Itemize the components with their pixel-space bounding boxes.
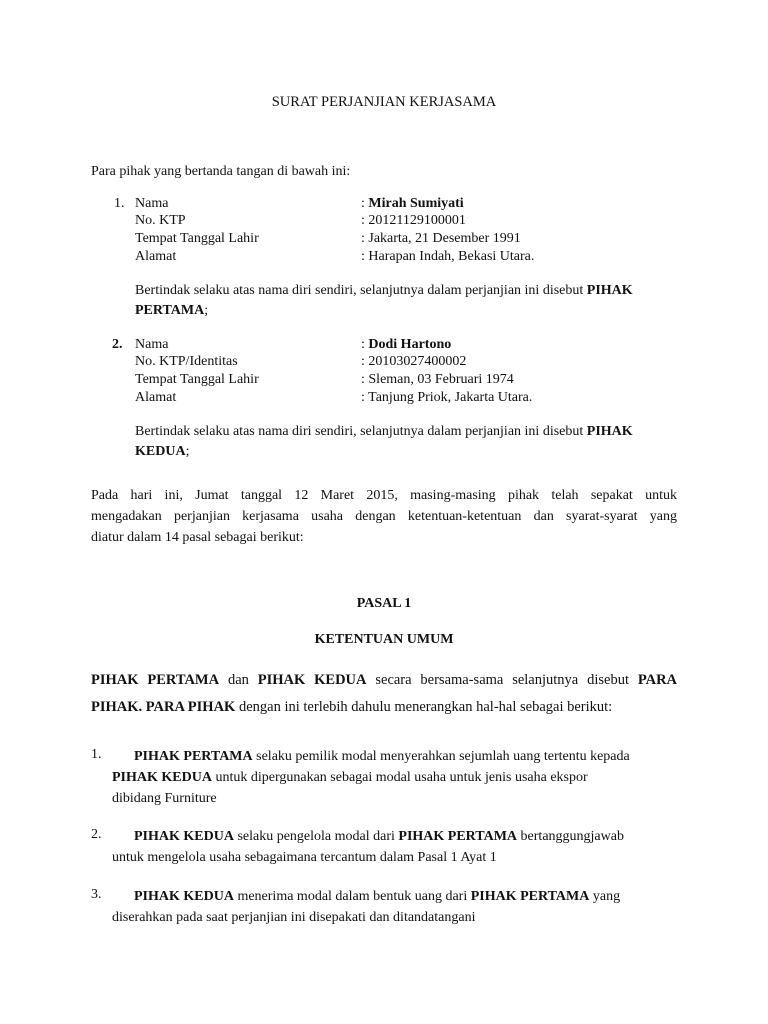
label-ktp: No. KTP: [135, 213, 186, 228]
party-1-ktp: : 20121129100001: [361, 213, 466, 228]
agreement-line-3: diatur dalam 14 pasal sebagai berikut:: [91, 530, 304, 545]
party-2-ktp: : 20103027400002: [361, 354, 467, 369]
label-ktp-identitas: No. KTP/Identitas: [135, 354, 238, 369]
label-alamat: Alamat: [135, 390, 177, 405]
list-item-line: diserahkan pada saat perjanjian ini disepakati dan ditandatangani: [112, 910, 476, 925]
label-ttl: Tempat Tanggal Lahir: [135, 231, 259, 246]
list-item-number: 1.: [91, 747, 102, 762]
label-nama: Nama: [135, 196, 169, 211]
pasal-subheading: KETENTUAN UMUM: [314, 632, 454, 647]
party-1-role: PERTAMA;: [135, 303, 209, 318]
label-ttl: Tempat Tanggal Lahir: [135, 372, 259, 387]
agreement-line-2: mengadakan perjanjian kerjasama usaha dengan ketentuan-ketentuan dan syarat-syarat yang: [91, 509, 677, 524]
party-2-alamat: : Tanjung Priok, Jakarta Utara.: [361, 390, 533, 405]
label-alamat: Alamat: [135, 249, 177, 264]
para-pihak-line-1: PIHAK PERTAMA dan PIHAK KEDUA secara bersama-sama selanjutnya disebut PARA: [91, 672, 678, 688]
party-1-ttl: : Jakarta, 21 Desember 1991: [361, 231, 521, 246]
para-pihak-line-2: PIHAK. PARA PIHAK dengan ini terlebih dahulu menerangkan hal-hal sebagai berikut:: [91, 699, 613, 715]
pasal-heading: PASAL 1: [356, 596, 412, 611]
party-2-nama: : Dodi Hartono: [361, 337, 452, 352]
party-1-number: 1.: [114, 196, 125, 211]
party-2-ttl: : Sleman, 03 Februari 1974: [361, 372, 514, 387]
intro-text: Para pihak yang bertanda tangan di bawah ini:: [91, 164, 351, 179]
agreement-line-1: Pada hari ini, Jumat tanggal 12 Maret 2015, masing-masing pihak telah sepakat untuk: [91, 488, 677, 503]
list-item-number: 2.: [91, 827, 102, 842]
party-1-alamat: : Harapan Indah, Bekasi Utara.: [361, 249, 535, 264]
list-item-line: dibidang Furniture: [112, 791, 217, 806]
document-title: SURAT PERJANJIAN KERJASAMA: [271, 94, 497, 110]
list-item-line: PIHAK KEDUA selaku pengelola modal dari PIHAK PERTAMA bertanggungjawab: [134, 829, 624, 844]
list-item-line: untuk mengelola usaha sebagaimana tercantum dalam Pasal 1 Ayat 1: [112, 850, 497, 865]
party-2-statement: Bertindak selaku atas nama diri sendiri, selanjutnya dalam perjanjian ini disebut PIHAK: [135, 424, 633, 439]
list-item-line: PIHAK PERTAMA selaku pemilik modal menyerahkan sejumlah uang tertentu kepada: [134, 749, 630, 764]
party-2-role: KEDUA;: [135, 444, 190, 459]
list-item-line: PIHAK KEDUA untuk dipergunakan sebagai modal usaha untuk jenis usaha ekspor: [112, 770, 588, 785]
list-item-number: 3.: [91, 887, 102, 902]
party-1-nama: : Mirah Sumiyati: [361, 196, 464, 211]
label-nama: Nama: [135, 337, 169, 352]
list-item-line: PIHAK KEDUA menerima modal dalam bentuk uang dari PIHAK PERTAMA yang: [134, 889, 621, 904]
party-1-statement: Bertindak selaku atas nama diri sendiri, selanjutnya dalam perjanjian ini disebut PIHAK: [135, 283, 633, 298]
party-2-number: 2.: [112, 337, 123, 352]
